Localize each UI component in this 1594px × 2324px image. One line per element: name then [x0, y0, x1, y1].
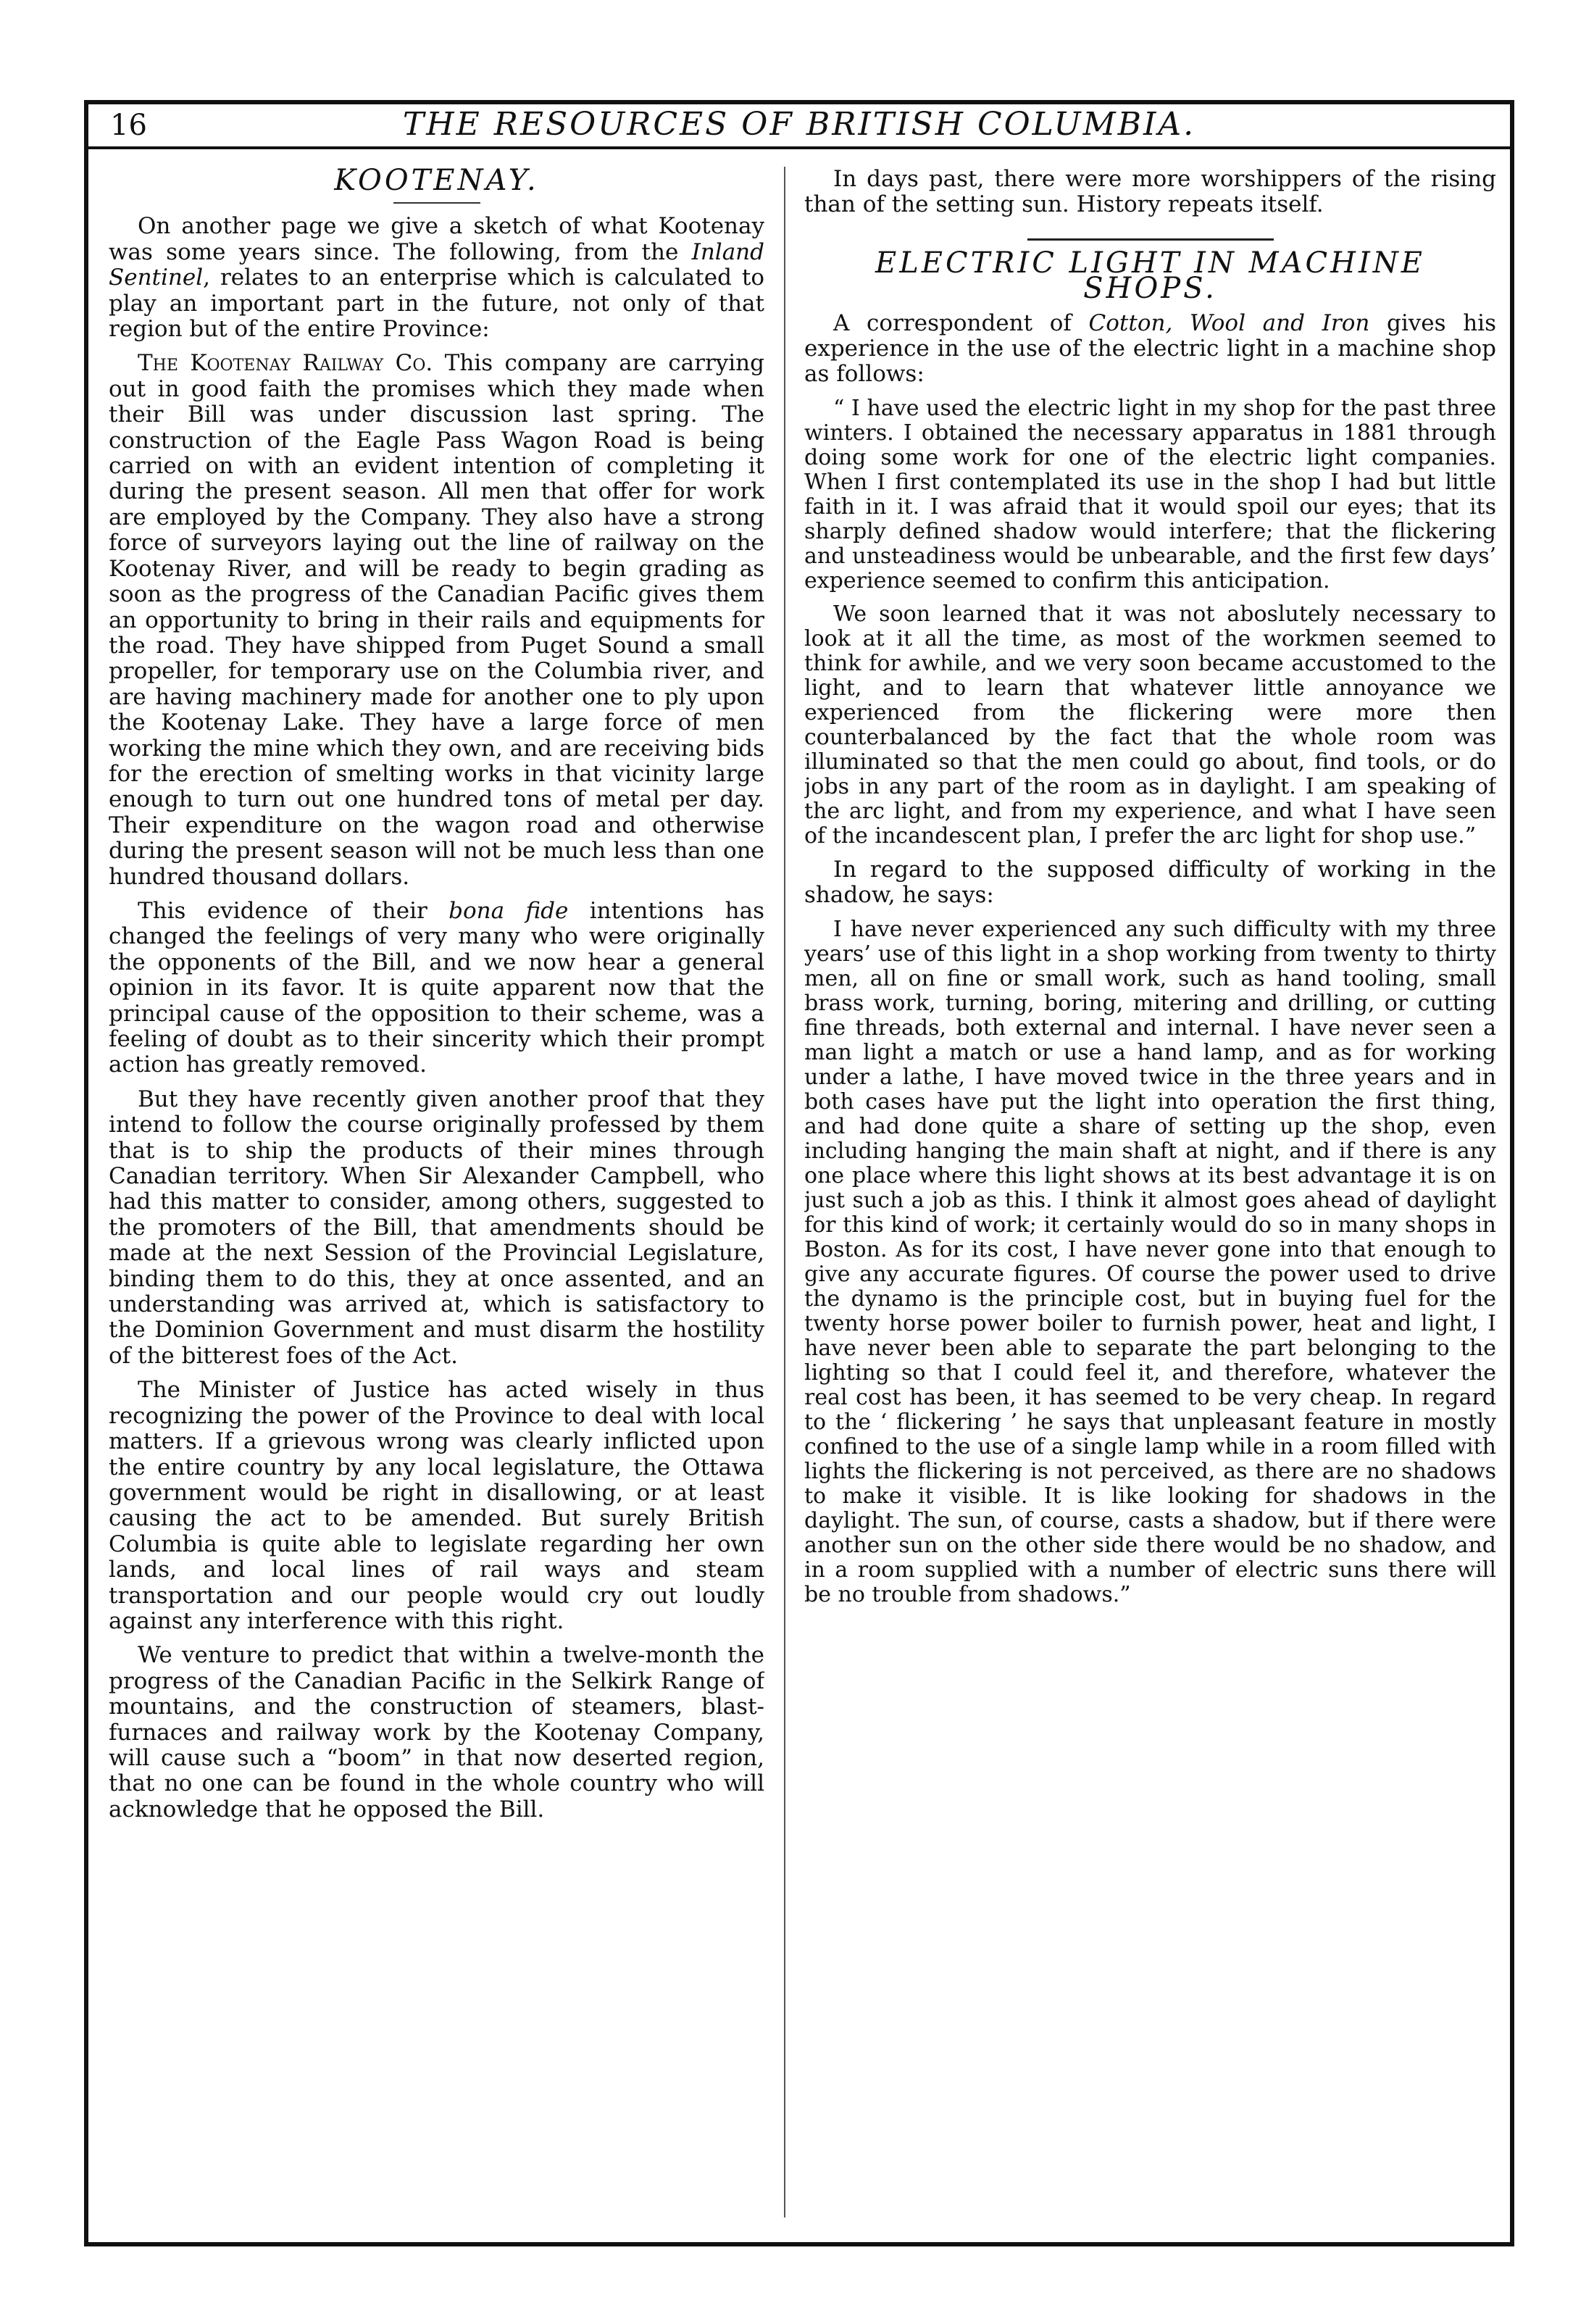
page-number: 16: [110, 109, 147, 142]
kootenay-paragraph: We venture to predict that within a twelve-month the progress of the Canadian Pacific in the Selkirk Range of mountains, and the construction of steamers, blast-furnaces and railway work by the Kootenay Company, will cause such a “boom” in that now deserted region, that no one can be found in the whole country who will acknowledge that he opposed the Bill.: [109, 1642, 764, 1823]
kootenay-paragraph: [109, 899, 764, 1078]
kootenay-paragraph: But they have recently given another proof that they intend to follow the course originally professed by them that is to ship the products of their mines through Canadian territory. When Sir Alexander Campbell, who had this matter to consider, among others, suggested to the promoters of the Bill, that amendments should be made at the next Session of the Provincial Legislature, binding them to do this, they at once assented, and an understanding was arrived at, which is satisfactory to the Dominion Government and must disarm the hostility of the bitterest foes of the Act.: [109, 1086, 764, 1369]
page-header: [84, 100, 1514, 149]
section-divider: [1027, 238, 1274, 241]
electric-paragraph: I have never experienced any such difficulty with my three years’ use of this light in a shop working from twenty to thirty men, all on fine or small work, such as hand tooling, small brass work, turning, boring, mitering and drilling, or cutting fine threads, both external and internal. I have never seen a man light a match or use a hand lamp, and as for working under a lathe, I have moved twice in the three years and in both cases have put the light into operation the first thing, and had done quite a share of setting up the shop, even including hanging the main shaft at night, and if there is any one place where this light shows at its best advantage it is on just such a job as this. I think it almost goes ahead of daylight for this kind of work; it certainly would do so in many shops in Boston. As for its cost, I have never gone into that enough to give any accurate figures. Of course the power used to drive the dynamo is the principle cost, but in buying fuel for the twenty horse power boiler to furnish power, heat and light, I have never been able to separate the part belonging to the lighting so that I could feel it, and therefore, whatever the real cost has been, it has seemed to be very cheap. In regard to the ‘ flickering ’ he says that unpleasant feature in mostly confined to the use of a single lamp while in a room filled with lights the flickering is not perceived, as there are no shadows to make it visible. It is like looking for shadows in the daylight. The sun, of course, casts a shadow, but if there were another sun on the other side there would be no shadow, and in a room supplied with a number of electric suns there will be no trouble from shadows.”: [804, 916, 1496, 1607]
electric-light-title: ELECTRIC LIGHT IN MACHINE SHOPS.: [875, 246, 1425, 306]
kootenay-paragraph: In days past, there were more worshippers of the rising than of the setting sun. History repeats itself.: [804, 167, 1496, 218]
latin-phrase: bona fide: [448, 897, 569, 924]
running-title: THE RESOURCES OF BRITISH COLUMBIA.: [402, 106, 1196, 143]
publication-name: Inland Sentinel: [109, 238, 764, 291]
column-divider: [784, 167, 785, 2217]
paragraph-text: This company are carrying out in good faith the promises which they made when their Bill was under discussion last spring. The construction of the Eagle Pass Wagon Road is being carried on with an evident intention of completing it during the present season. All men that offer for work are employed by the Company. They also have a strong force of surveyors laying out the line of railway on the Kootenay River, and will be ready to begin grading as soon as the progress of the Canadian Pacific gives them an opportunity to bring in their rails and equipments for the road. They have shipped from Puget Sound a small propeller, for temporary use on the Columbia river, and are having machinery made for another one to ply upon the Kootenay Lake. They have a large force of men working the mine which they own, and are receiving bids for the erection of smelting works in that vicinity large enough to turn out one hundred tons of metal per day. Their expenditure on the wagon road and otherwise during the present season will not be much less than one hundred thousand dollars.: [109, 350, 764, 890]
electric-paragraph: [804, 311, 1496, 388]
publication-name: Cotton, Wool and Iron: [1088, 309, 1370, 336]
paragraph-text: This evidence of their: [138, 897, 449, 924]
electric-paragraph: “ I have used the electric light in my shop for the past three winters. I obtained the necessary apparatus in 1881 through doing some work for one of the electric light companies. When I first contemplated its use in the shop I had but little faith in it. I was afraid that it would spoil our eyes; that its sharply defined shadow would interfere; that the flickering and unsteadiness would be unbearable, and the first few days’ experience seemed to confirm this anticipation.: [804, 395, 1496, 594]
title-divider: [393, 202, 480, 204]
right-column: [804, 167, 1496, 2225]
left-column: [109, 167, 764, 2225]
electric-paragraph: In regard to the supposed difficulty of working in the shadow, he says:: [804, 856, 1496, 909]
paragraph-text: , relates to an enterprise which is calculated to play an important part in the future, not only of that region but of the entire Province:: [109, 265, 764, 343]
electric-paragraph: We soon learned that it was not aboslutely necessary to look at it all the time, as most of the workmen seemed to think for awhile, and we very soon became accustomed to the light, and to learn that whatever little annoyance we experienced from the flickering were more then counterbalanced by the fact that the whole room was illuminated so that the men could go about, find tools, or do jobs in any part of the room as in daylight. I am speaking of the arc light, and from my experience, and what I have seen of the incandescent plan, I prefer the arc light for shop use.”: [804, 601, 1496, 849]
company-name: The Kootenay Railway Co.: [138, 350, 433, 377]
kootenay-paragraph: [109, 351, 764, 890]
paragraph-text: gives his experience in the use of the electric light in a machine shop as follows:: [804, 309, 1496, 388]
paragraph-text: intentions has changed the feelings of very many who were originally the opponents of the Bill, and we now hear a general opinion in its favor. It is quite apparent now that the principal cause of the opposition to their scheme, was a feeling of doubt as to their sincerity which their prompt action has greatly removed.: [109, 897, 764, 1078]
paragraph-text: A correspondent of: [833, 309, 1089, 336]
kootenay-paragraph: [109, 214, 764, 342]
kootenay-paragraph: The Minister of Justice has acted wisely in thus recognizing the power of the Province to deal with local matters. If a grievous wrong was clearly inflicted upon the entire country by any local legislature, the Ottawa government would be right in disallowing, or at least causing the act to be amended. But surely British Columbia is quite able to legislate regarding her own lands, and local lines of rail ways and steam transportation and our people would cry out loudly against any interference with this right.: [109, 1377, 764, 1634]
kootenay-title: KOOTENAY.: [334, 167, 539, 197]
paragraph-text: On another page we give a sketch of what Kootenay was some years since. The following, from the: [109, 213, 764, 265]
